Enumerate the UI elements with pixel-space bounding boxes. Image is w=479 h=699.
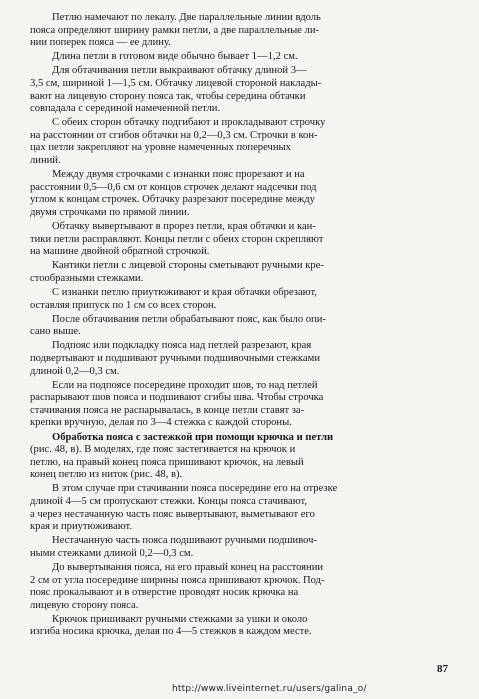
text-line: После обтачивания петли обрабатывают пояс, как было опи- <box>52 313 326 325</box>
paragraph-8 <box>30 287 448 312</box>
text-line: изгиба носика крючка, делая по 4—5 стежков в каждом месте. <box>30 626 312 638</box>
text-line: Обработка пояса с застежкой при помощи крючка и петли <box>52 431 334 443</box>
text-line: С обеих сторон обтачку подгибают и прокладывают строчку <box>52 117 326 129</box>
text-line: оставляя припуск по 1 см со всех сторон. <box>30 299 217 311</box>
text-line: Крючок пришивают ручными стежками за ушки и около <box>52 613 308 625</box>
text-line: Кантики петли с лицевой стороны сметывают ручными кре- <box>52 260 324 272</box>
paragraph-11 <box>30 380 448 430</box>
text-line: длиной 0,2—0,3 см. <box>30 365 120 377</box>
text-line: 3,5 см, шириной 1—1,5 см. Обтачку лицевой стороной наклады- <box>30 77 322 89</box>
text-line: Для обтачивания петли выкраивают обтачку длиной 3— <box>52 65 307 77</box>
text-line: конец петлю из ниток (рис. 48, в). <box>30 469 183 481</box>
page-number: 87 <box>437 663 448 675</box>
text-line: вают на лицевую сторону пояса так, чтобы середина обтачки <box>30 90 306 102</box>
paragraph-9 <box>30 314 448 339</box>
text-line: длиной 4—5 см пропускают стежки. Концы пояса стачивают, <box>30 495 307 507</box>
text-line: Между двумя строчками с изнанки пояс прорезают и на <box>52 169 305 181</box>
text-line: совпадала с серединой намеченной петли. <box>30 103 221 115</box>
text-line: на машине двойной обратной строчкой. <box>30 246 210 258</box>
text-line: а через нестачанную часть пояс вывертывают, выметывают его <box>30 508 315 520</box>
text-line: петлю, на правый конец пояса пришивают крючок, на левый <box>30 456 304 468</box>
paragraph-4 <box>30 117 448 167</box>
page-body <box>30 12 448 641</box>
text-line: сано выше. <box>30 326 81 338</box>
text-line: С изнанки петлю приутюживают и края обтачки обрезают, <box>52 286 317 298</box>
text-line: Длина петли в готовом виде обычно бывает 1—1,2 см. <box>52 51 298 63</box>
text-line: стообразными стежками. <box>30 272 144 284</box>
text-line: линий. <box>30 155 61 167</box>
paragraph-2 <box>30 51 448 64</box>
watermark-url: http://www.liveinternet.ru/users/galina_o/ <box>172 684 367 694</box>
text-line: нии поперек пояса — ее длину. <box>30 37 171 49</box>
text-line: стачивания пояса не распарывалась, в конце петли ставят за- <box>30 404 305 416</box>
paragraph-13 <box>30 483 448 533</box>
text-line: распарывают шов пояса и подшивают сгибы шва. Чтобы строчка <box>30 392 324 404</box>
text-line: лицевую сторону пояса. <box>30 599 139 611</box>
paragraph-14 <box>30 535 448 560</box>
paragraph-1 <box>30 12 448 50</box>
text-line: Петлю намечают по лекалу. Две параллельные линии вдоль <box>52 12 321 23</box>
paragraph-15 <box>30 562 448 612</box>
text-line: подвертывают и подшивают ручными подшивочными стежками <box>30 352 320 364</box>
text-line: Если на подпоясе посередине проходит шов, то над петлей <box>52 379 318 391</box>
text-line: (рис. 48, в). В моделях, где пояс застегивается на крючок и <box>30 444 296 456</box>
text-line: края и приутюживают. <box>30 521 133 533</box>
text-line: Нестачанную часть пояса подшивают ручными подшивоч- <box>52 535 318 547</box>
paragraph-12 <box>30 432 448 482</box>
text-line: 2 см от угла посередине ширины пояса пришивают крючок. Под- <box>30 574 325 586</box>
text-line: углом к концам строчек. Обтачку разрезают посередине между <box>30 194 315 206</box>
text-line: ными стежками длиной 0,2—0,3 см. <box>30 547 194 559</box>
text-line: пояса определяют ширину рамки петли, а две параллельные ли- <box>30 24 320 36</box>
paragraph-6 <box>30 221 448 259</box>
text-line: расстоянии 0,5—0,6 см от концов строчек делают надсечки под <box>30 181 317 193</box>
paragraph-3 <box>30 65 448 115</box>
text-line: В этом случае при стачивании пояса посередине его на отрезке <box>52 483 338 495</box>
text-line: Обтачку вывертывают в прорез петли, края обтачки и кан- <box>52 221 316 232</box>
text-line: крепки вручную, делая по 3—4 стежка с каждой стороны. <box>30 417 292 429</box>
text-line: тики петли расправляют. Концы петли с обеих сторон скрепляют <box>30 233 324 245</box>
paragraph-16 <box>30 614 448 639</box>
text-line: на расстоянии от сгибов обтачки на 0,2—0,3 см. Строчки в кон- <box>30 129 318 141</box>
paragraph-7 <box>30 260 448 285</box>
text-line: До вывертывания пояса, на его правый конец на расстоянии <box>52 561 324 573</box>
paragraph-10 <box>30 340 448 378</box>
text-line: Подпояс или подкладку пояса над петлей разрезают, края <box>52 340 312 352</box>
paragraph-5 <box>30 169 448 219</box>
text-line: пояс прокалывают и в отверстие проводят носик крючка на <box>30 587 299 599</box>
text-line: цах петли закрепляют на уровне намеченных поперечных <box>30 142 291 154</box>
text-line: двумя строчками по прямой линии. <box>30 206 190 218</box>
